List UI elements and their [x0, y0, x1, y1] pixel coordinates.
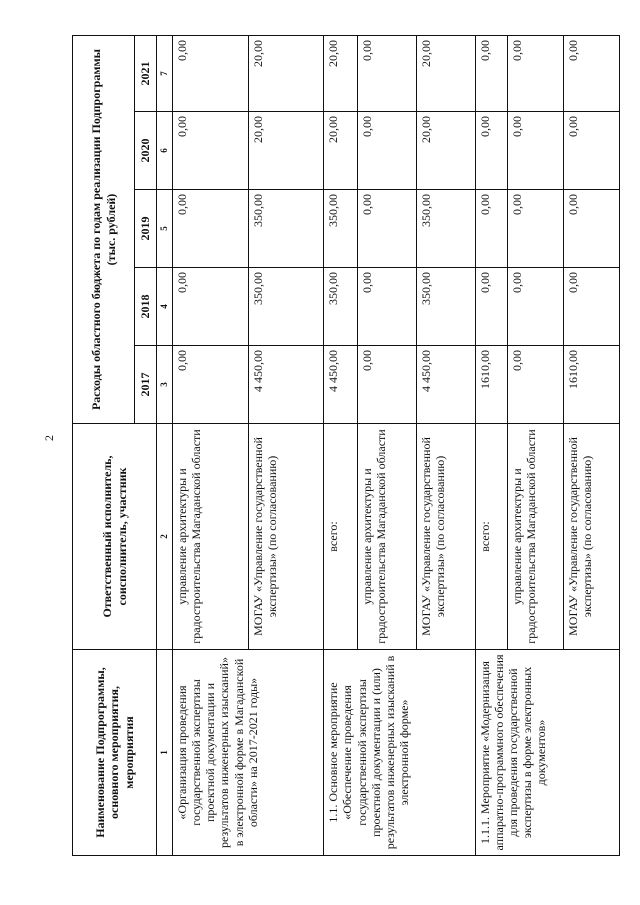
header-expenses: Расходы областного бюджета по годам реализации Подпрограммы (тыс. рублей): [73, 35, 135, 423]
page-number: 2: [42, 435, 56, 441]
value-cell: 0,00: [475, 190, 507, 268]
value-cell: 0,00: [507, 112, 563, 190]
value-cell: 350,00: [416, 268, 475, 346]
executor-cell: управление архитектуры и градостроительства Магаданской области: [507, 424, 563, 650]
value-cell: 0,00: [563, 190, 619, 268]
value-cell: 20,00: [416, 112, 475, 190]
value-cell: 4 450,00: [416, 346, 475, 424]
value-cell: 0,00: [173, 346, 249, 424]
value-cell: 0,00: [358, 112, 417, 190]
value-cell: 350,00: [324, 190, 358, 268]
column-index: 7: [157, 35, 173, 111]
value-cell: 20,00: [324, 35, 358, 111]
activity-name: 1.1.1. Мероприятие «Модернизация аппаратно-программного обеспечения для проведения государственной экспертизы в форме электронных документов»: [475, 650, 619, 856]
value-cell: 350,00: [416, 190, 475, 268]
header-name: Наименование Подпрограммы, основного мероприятия, мероприятия: [73, 650, 157, 856]
column-index: 2: [157, 424, 173, 650]
value-cell: 0,00: [358, 268, 417, 346]
executor-cell: управление архитектуры и градостроительства Магаданской области: [173, 424, 249, 650]
header-year: 2019: [135, 190, 157, 268]
value-cell: 0,00: [507, 346, 563, 424]
executor-cell: МОГАУ «Управление государственной экспертизы» (по согласованию): [248, 424, 324, 650]
value-cell: 0,00: [358, 346, 417, 424]
value-cell: 0,00: [563, 268, 619, 346]
value-cell: 0,00: [475, 268, 507, 346]
executor-cell: управление архитектуры и градостроительства Магаданской области: [358, 424, 417, 650]
value-cell: 0,00: [507, 35, 563, 111]
executor-cell: всего:: [475, 424, 507, 650]
value-cell: 350,00: [324, 268, 358, 346]
value-cell: 20,00: [416, 35, 475, 111]
value-cell: 0,00: [173, 268, 249, 346]
header-year: 2017: [135, 346, 157, 424]
value-cell: 0,00: [475, 112, 507, 190]
value-cell: 4 450,00: [324, 346, 358, 424]
program-name: «Организация проведения государственной экспертизы проектной документации и результатов инженерных изысканий» в электронной форме в Магаданской области» на 2017-2021 годы»: [173, 650, 324, 856]
value-cell: 350,00: [248, 268, 324, 346]
expense-table: [72, 35, 620, 856]
rotated-page-content: [72, 36, 620, 856]
executor-cell: МОГАУ «Управление государственной экспертизы» (по согласованию): [563, 424, 619, 650]
value-cell: 0,00: [475, 35, 507, 111]
value-cell: 4 450,00: [248, 346, 324, 424]
value-cell: 0,00: [173, 190, 249, 268]
value-cell: 20,00: [248, 112, 324, 190]
value-cell: 0,00: [563, 35, 619, 111]
value-cell: 350,00: [248, 190, 324, 268]
value-cell: 1610,00: [563, 346, 619, 424]
column-index: 3: [157, 346, 173, 424]
value-cell: 1610,00: [475, 346, 507, 424]
value-cell: 20,00: [248, 35, 324, 111]
value-cell: 20,00: [324, 112, 358, 190]
value-cell: 0,00: [173, 112, 249, 190]
value-cell: 0,00: [358, 190, 417, 268]
executor-cell: МОГАУ «Управление государственной экспертизы» (по согласованию): [416, 424, 475, 650]
column-index: 4: [157, 268, 173, 346]
main-activity-name: 1.1. Основное мероприятие «Обеспечение проведения государственной экспертизы проектной документации и (или) результатов инженерных изысканий в электронной форме»: [324, 650, 475, 856]
value-cell: 0,00: [358, 35, 417, 111]
value-cell: 0,00: [173, 35, 249, 111]
header-executor: Ответственный исполнитель, соисполнитель, участник: [73, 424, 157, 650]
value-cell: 0,00: [507, 268, 563, 346]
column-index: 5: [157, 190, 173, 268]
value-cell: 0,00: [563, 112, 619, 190]
column-index: 6: [157, 112, 173, 190]
header-year: 2018: [135, 268, 157, 346]
value-cell: 0,00: [507, 190, 563, 268]
header-year: 2021: [135, 35, 157, 111]
header-year: 2020: [135, 112, 157, 190]
column-index: 1: [157, 650, 173, 856]
executor-cell: всего:: [324, 424, 358, 650]
